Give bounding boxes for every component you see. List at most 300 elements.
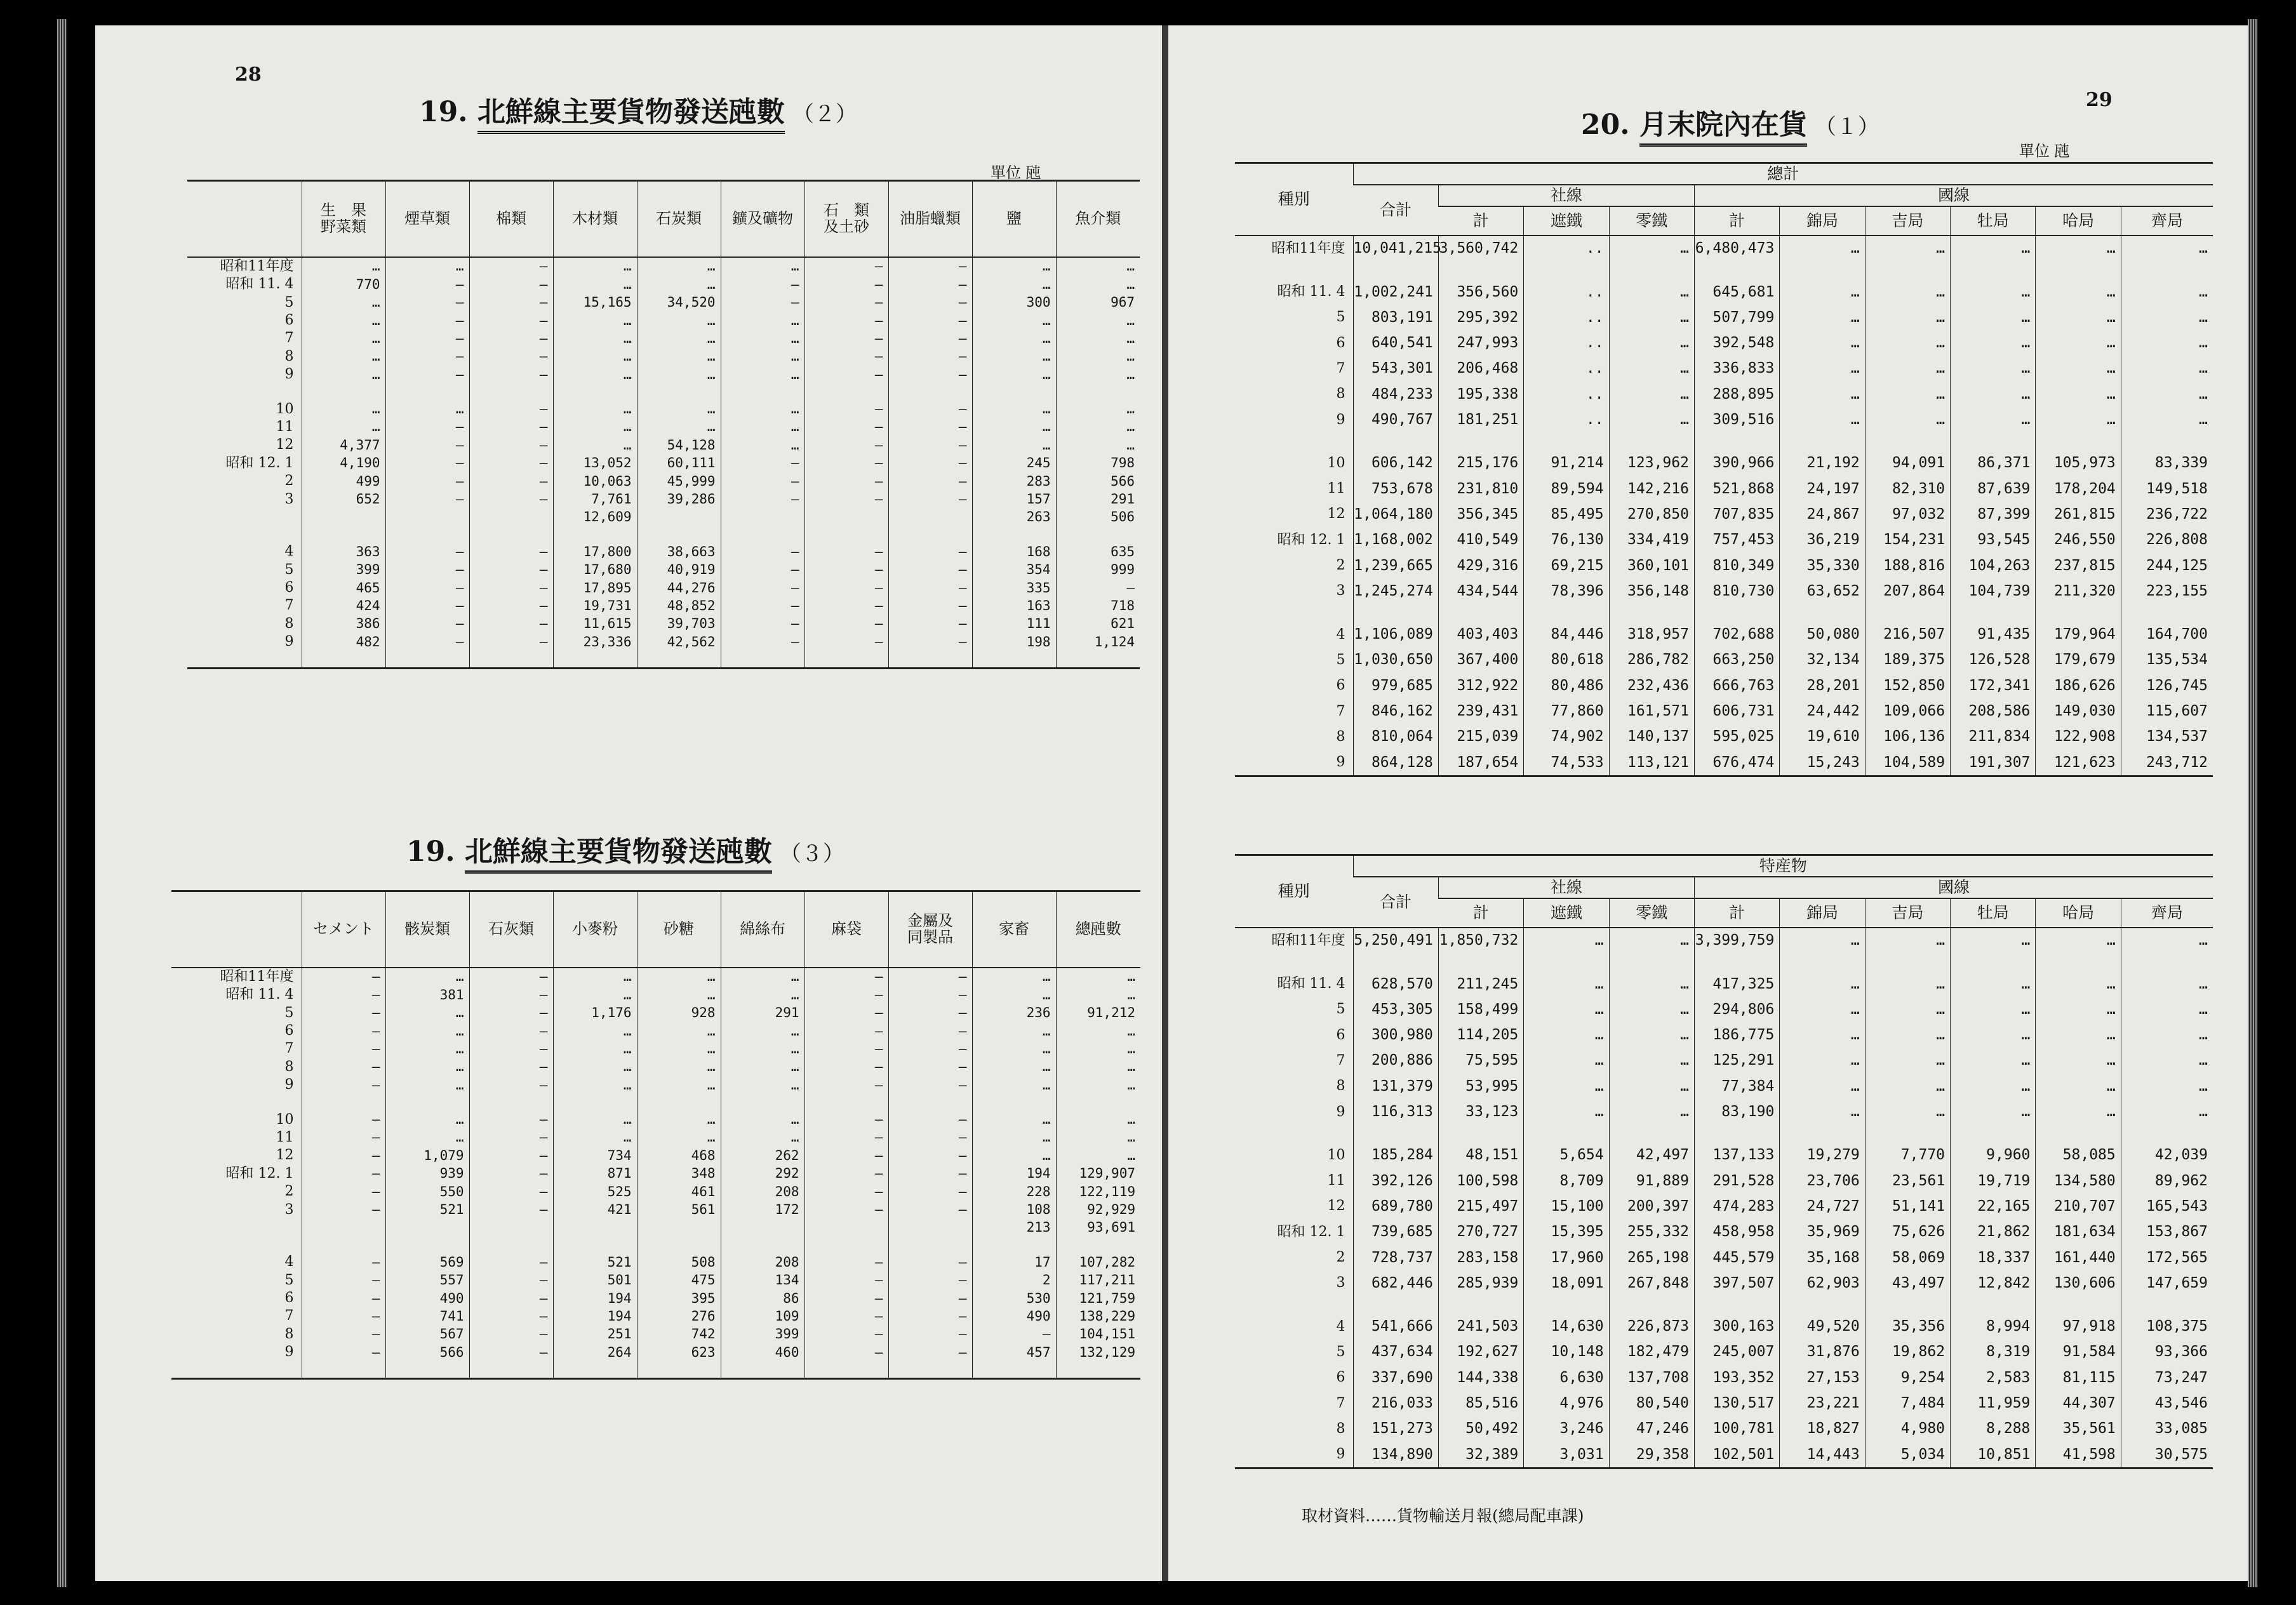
row-label: 6 <box>1336 1369 1345 1386</box>
data-cell: … <box>1609 382 1694 407</box>
data-cell: 154,231 <box>1865 527 1950 552</box>
data-cell: … <box>1524 1022 1609 1048</box>
data-cell: 35,168 <box>1780 1245 1865 1270</box>
data-cell: 23,706 <box>1780 1168 1865 1194</box>
data-cell: 300 <box>972 293 1056 311</box>
data-cell: 663,250 <box>1694 648 1779 673</box>
data-cell: 187,654 <box>1438 750 1523 776</box>
data-cell: 728,737 <box>1353 1245 1438 1270</box>
data-cell: — <box>888 1040 972 1058</box>
data-cell: — <box>469 1271 553 1289</box>
data-cell: 595,025 <box>1694 724 1779 750</box>
data-cell: — <box>804 400 888 418</box>
data-cell: — <box>302 1183 385 1201</box>
data-cell: … <box>1609 305 1694 330</box>
row-label: 昭和 11. 4 <box>1277 284 1345 300</box>
table-row <box>187 633 1140 651</box>
data-cell <box>637 509 721 526</box>
data-cell: .. <box>1524 382 1609 407</box>
table-row <box>1235 279 2213 305</box>
data-cell: 42,497 <box>1609 1143 1694 1168</box>
total-header: 合計 <box>1353 185 1438 236</box>
data-cell: — <box>469 543 553 561</box>
table-row <box>171 1201 1140 1218</box>
data-cell: … <box>1609 1099 1694 1124</box>
data-cell: 23,336 <box>553 633 637 651</box>
data-cell: — <box>302 1307 385 1325</box>
data-cell: — <box>469 1326 553 1343</box>
data-cell: 164,700 <box>2121 622 2213 647</box>
data-cell: 8,709 <box>1524 1168 1609 1194</box>
table-row <box>1235 407 2213 432</box>
data-cell: … <box>1056 1058 1140 1076</box>
row-label: 4 <box>284 1254 294 1270</box>
data-cell: … <box>637 257 721 276</box>
data-cell: 356,560 <box>1438 279 1523 305</box>
table-row <box>187 490 1140 508</box>
data-cell: … <box>972 312 1056 330</box>
data-cell: … <box>1056 1129 1140 1147</box>
table-row <box>187 276 1140 293</box>
data-cell: … <box>2121 1048 2213 1074</box>
data-cell: 80,618 <box>1524 648 1609 673</box>
data-cell: … <box>1865 407 1950 432</box>
data-cell: … <box>2036 1099 2121 1124</box>
data-cell: 18,091 <box>1524 1270 1609 1296</box>
data-cell: — <box>888 986 972 1004</box>
data-cell: … <box>553 418 637 436</box>
column-header: 齊局 <box>2121 898 2213 928</box>
subgroup-header-koku: 國線 <box>1694 877 2213 898</box>
data-cell: … <box>972 330 1056 347</box>
row-label: 9 <box>284 1344 294 1361</box>
table-row <box>187 615 1140 633</box>
data-cell: … <box>637 347 721 365</box>
data-cell: — <box>888 1271 972 1289</box>
data-cell: 354 <box>972 561 1056 578</box>
row-label: 12 <box>1327 1198 1345 1215</box>
data-cell: 35,969 <box>1780 1219 1865 1244</box>
data-cell: … <box>972 1129 1056 1147</box>
data-cell: … <box>302 347 385 365</box>
data-cell: 569 <box>385 1253 469 1271</box>
data-cell: .. <box>1524 279 1609 305</box>
page-edge-right <box>2248 19 2258 1587</box>
data-cell: 521 <box>553 1253 637 1271</box>
data-cell: … <box>637 1076 721 1094</box>
data-cell: — <box>469 597 553 615</box>
data-cell: 115,607 <box>2121 698 2213 724</box>
data-cell: … <box>385 1076 469 1094</box>
data-cell: 530 <box>972 1289 1056 1307</box>
data-cell: 458,958 <box>1694 1219 1779 1244</box>
data-cell: 80,540 <box>1609 1390 1694 1416</box>
data-cell: 33,085 <box>2121 1416 2213 1442</box>
data-cell: 14,630 <box>1524 1314 1609 1339</box>
data-cell: 69,215 <box>1524 553 1609 578</box>
data-cell: … <box>1524 1074 1609 1099</box>
data-cell: — <box>385 454 469 472</box>
data-cell: 23,561 <box>1865 1168 1950 1194</box>
data-cell: 77,860 <box>1524 698 1609 724</box>
data-cell: … <box>1056 436 1140 454</box>
table-row <box>171 986 1140 1004</box>
row-label: 昭和 12. 1 <box>225 1165 294 1182</box>
data-cell: … <box>385 1058 469 1076</box>
data-cell: 172,341 <box>1951 673 2036 698</box>
data-cell: 928 <box>637 1004 721 1022</box>
data-cell: … <box>553 1129 637 1147</box>
data-cell: 19,719 <box>1951 1168 2036 1194</box>
data-cell: … <box>1609 236 1694 262</box>
table-row <box>1235 1365 2213 1390</box>
data-cell: … <box>1524 971 1609 997</box>
table-row <box>1235 1390 2213 1416</box>
data-cell: — <box>469 330 553 347</box>
row-label: 7 <box>284 1308 294 1324</box>
data-cell: — <box>385 293 469 311</box>
data-cell: — <box>804 1307 888 1325</box>
column-header: 鑛及礦物 <box>721 181 804 257</box>
data-cell: … <box>1865 1048 1950 1074</box>
data-cell: 157 <box>972 490 1056 508</box>
table-row <box>187 312 1140 330</box>
data-cell: 11,959 <box>1951 1390 2036 1416</box>
data-cell: 243,712 <box>2121 750 2213 776</box>
row-label: 11 <box>276 1129 294 1145</box>
table-row <box>1235 724 2213 750</box>
data-cell: 92,929 <box>1056 1201 1140 1218</box>
data-cell: — <box>888 1253 972 1271</box>
table-row <box>1235 476 2213 502</box>
data-cell: 44,276 <box>637 579 721 597</box>
data-cell: 979,685 <box>1353 673 1438 698</box>
data-cell: — <box>888 1058 972 1076</box>
data-cell: — <box>804 1183 888 1201</box>
data-cell: — <box>804 1058 888 1076</box>
data-cell: … <box>2121 1099 2213 1124</box>
data-cell: … <box>721 1076 804 1094</box>
row-label: 11 <box>1327 481 1345 497</box>
data-cell: 129,907 <box>1056 1164 1140 1182</box>
data-cell: … <box>1780 330 1865 356</box>
table-20-1-unit: 單位 瓲 <box>2019 142 2070 160</box>
data-cell: 152,850 <box>1865 673 1950 698</box>
data-cell: — <box>721 633 804 651</box>
column-header: 遮鐵 <box>1524 206 1609 236</box>
table-19-2-suffix: （２） <box>792 102 857 127</box>
data-cell: — <box>888 1129 972 1147</box>
data-cell: … <box>972 1110 1056 1128</box>
data-cell: … <box>553 986 637 1004</box>
data-cell: 208 <box>721 1253 804 1271</box>
table-19-2-title <box>419 89 857 130</box>
data-cell: 93,691 <box>1056 1219 1140 1237</box>
data-cell: — <box>804 472 888 490</box>
data-cell: 83,339 <box>2121 451 2213 476</box>
stub-header: 種別 <box>1235 163 1353 236</box>
row-label: 3 <box>284 491 294 507</box>
data-cell: — <box>469 1129 553 1147</box>
data-cell: 49,520 <box>1780 1314 1865 1339</box>
data-cell: 276 <box>637 1307 721 1325</box>
page-edge-left <box>57 19 67 1587</box>
column-header: 計 <box>1694 898 1779 928</box>
data-cell: … <box>1780 279 1865 305</box>
data-cell: — <box>804 1271 888 1289</box>
subgroup-header-koku: 國線 <box>1694 185 2213 206</box>
data-cell: … <box>1865 330 1950 356</box>
data-cell: … <box>972 1058 1056 1076</box>
data-cell: 561 <box>637 1201 721 1218</box>
data-cell: 236 <box>972 1004 1056 1022</box>
data-cell: 356,148 <box>1609 578 1694 604</box>
left-page <box>95 25 1162 1581</box>
data-cell: 39,703 <box>637 615 721 633</box>
table-row <box>1235 698 2213 724</box>
table-row <box>1235 527 2213 552</box>
data-cell: 424 <box>302 597 385 615</box>
data-cell: 35,356 <box>1865 1314 1950 1339</box>
data-cell: 4,190 <box>302 454 385 472</box>
data-cell: — <box>804 276 888 293</box>
data-cell: … <box>1951 356 2036 382</box>
data-cell: … <box>1951 382 2036 407</box>
data-cell: 15,243 <box>1780 750 1865 776</box>
row-label: 5 <box>1336 651 1345 668</box>
data-cell: … <box>721 347 804 365</box>
column-header: 生 果 野菜類 <box>302 181 385 257</box>
data-cell <box>469 1219 553 1237</box>
table-19-2-title-text: 北鮮線主要貨物發送瓲數 <box>477 96 785 134</box>
data-cell: 8,319 <box>1951 1340 2036 1365</box>
data-cell: … <box>1609 1022 1694 1048</box>
data-cell <box>804 509 888 526</box>
data-cell: — <box>302 968 385 986</box>
data-cell: 267,848 <box>1609 1270 1694 1296</box>
data-cell: … <box>1780 928 1865 954</box>
data-cell: 182,479 <box>1609 1340 1694 1365</box>
data-cell: 63,652 <box>1780 578 1865 604</box>
data-cell: 181,251 <box>1438 407 1523 432</box>
data-cell: — <box>804 347 888 365</box>
data-cell: … <box>1780 356 1865 382</box>
data-cell: … <box>2036 928 2121 954</box>
data-cell: 142,216 <box>1609 476 1694 502</box>
data-cell: — <box>804 1201 888 1218</box>
data-cell: 228 <box>972 1183 1056 1201</box>
data-cell: … <box>721 1040 804 1058</box>
data-cell: 114,205 <box>1438 1022 1523 1048</box>
row-label: 12 <box>276 1147 294 1164</box>
data-cell: … <box>637 968 721 986</box>
data-cell: 216,507 <box>1865 622 1950 647</box>
data-cell: 367,400 <box>1438 648 1523 673</box>
data-cell: 270,850 <box>1609 502 1694 527</box>
data-cell: 8,994 <box>1951 1314 2036 1339</box>
data-cell: — <box>302 1110 385 1128</box>
stub-header <box>171 891 302 968</box>
row-label: 昭和11年度 <box>1271 932 1345 949</box>
data-cell: — <box>804 1076 888 1094</box>
data-cell: 264 <box>553 1343 637 1361</box>
data-cell: 24,727 <box>1780 1194 1865 1219</box>
data-cell: 106,136 <box>1865 724 1950 750</box>
data-cell: … <box>1865 971 1950 997</box>
data-cell: — <box>469 1004 553 1022</box>
data-cell: 541,666 <box>1353 1314 1438 1339</box>
table-row <box>187 366 1140 383</box>
column-header: 齊局 <box>2121 206 2213 236</box>
data-cell: — <box>469 293 553 311</box>
table-row <box>1235 1048 2213 1074</box>
data-cell: … <box>2121 407 2213 432</box>
data-cell: — <box>721 615 804 633</box>
row-label: 11 <box>276 418 294 435</box>
data-cell: 21,192 <box>1780 451 1865 476</box>
data-cell: — <box>385 597 469 615</box>
data-cell: — <box>888 615 972 633</box>
data-cell: — <box>888 276 972 293</box>
column-header: 棉類 <box>469 181 553 257</box>
table-row <box>171 1326 1140 1343</box>
data-cell: … <box>721 436 804 454</box>
data-cell: 81,115 <box>2036 1365 2121 1390</box>
data-cell: 628,570 <box>1353 971 1438 997</box>
row-label: 2 <box>284 473 294 489</box>
data-cell: … <box>721 330 804 347</box>
data-cell: … <box>721 257 804 276</box>
data-cell: … <box>553 257 637 276</box>
data-cell: 360,101 <box>1609 553 1694 578</box>
data-cell: 1,168,002 <box>1353 527 1438 552</box>
column-header: 小麥粉 <box>553 891 637 968</box>
data-cell: 739,685 <box>1353 1219 1438 1244</box>
data-cell: 32,134 <box>1780 648 1865 673</box>
data-cell: — <box>888 1164 972 1182</box>
data-cell: 135,534 <box>2121 648 2213 673</box>
data-cell: — <box>385 418 469 436</box>
column-header: 錦局 <box>1780 898 1865 928</box>
data-cell: — <box>721 472 804 490</box>
data-cell: 191,307 <box>1951 750 2036 776</box>
data-cell: 521 <box>385 1201 469 1218</box>
data-cell: 237,815 <box>2036 553 2121 578</box>
table-row <box>171 1004 1140 1022</box>
data-cell: — <box>804 1040 888 1058</box>
data-cell: 82,310 <box>1865 476 1950 502</box>
data-cell: 399 <box>302 561 385 578</box>
data-cell: 132,129 <box>1056 1343 1140 1361</box>
column-header: 金屬及 同製品 <box>888 891 972 968</box>
data-cell: 392,548 <box>1694 330 1779 356</box>
column-header: 零鐵 <box>1609 206 1694 236</box>
data-cell: — <box>302 1147 385 1164</box>
data-cell: — <box>804 543 888 561</box>
data-cell <box>553 1219 637 1237</box>
data-cell: — <box>888 400 972 418</box>
row-label: 7 <box>284 597 294 614</box>
data-cell: 475 <box>637 1271 721 1289</box>
data-cell: 100,598 <box>1438 1168 1523 1194</box>
data-cell: — <box>469 418 553 436</box>
data-cell: — <box>804 968 888 986</box>
data-cell: — <box>804 366 888 383</box>
data-cell: 35,561 <box>2036 1416 2121 1442</box>
data-cell: … <box>2121 236 2213 262</box>
row-label: 昭和 12. 1 <box>225 455 294 471</box>
data-cell: 126,745 <box>2121 673 2213 698</box>
data-cell: 999 <box>1056 561 1140 578</box>
data-cell <box>302 1219 385 1237</box>
row-label: 8 <box>284 1058 294 1075</box>
data-cell: 108,375 <box>2121 1314 2213 1339</box>
table-row <box>171 1129 1140 1147</box>
row-label: 6 <box>284 1022 294 1039</box>
data-cell: … <box>385 1129 469 1147</box>
data-cell: 474,283 <box>1694 1194 1779 1219</box>
data-cell: 10,148 <box>1524 1340 1609 1365</box>
data-cell: … <box>385 400 469 418</box>
data-cell: 28,201 <box>1780 673 1865 698</box>
table-row <box>1235 502 2213 527</box>
data-cell: 17,895 <box>553 579 637 597</box>
data-cell: 125,291 <box>1694 1048 1779 1074</box>
data-cell: … <box>1524 997 1609 1022</box>
data-cell: — <box>721 579 804 597</box>
data-cell: 245 <box>972 454 1056 472</box>
data-cell <box>302 509 385 526</box>
data-cell: 14,443 <box>1780 1442 1865 1468</box>
data-cell: — <box>804 579 888 597</box>
data-cell: 7,770 <box>1865 1143 1950 1168</box>
data-cell: — <box>302 1004 385 1022</box>
table-row <box>187 436 1140 454</box>
table-row <box>187 561 1140 578</box>
row-label: 7 <box>1336 360 1345 376</box>
data-cell: … <box>721 1110 804 1128</box>
data-cell: — <box>721 276 804 293</box>
row-label: 6 <box>284 1290 294 1307</box>
data-cell: 89,594 <box>1524 476 1609 502</box>
row-label: 7 <box>284 1041 294 1057</box>
data-cell: 810,730 <box>1694 578 1779 604</box>
data-cell: 392,126 <box>1353 1168 1438 1194</box>
data-cell: — <box>888 561 972 578</box>
data-cell: 10,063 <box>553 472 637 490</box>
data-cell <box>888 1219 972 1237</box>
data-cell: 181,634 <box>2036 1219 2121 1244</box>
data-cell: — <box>469 436 553 454</box>
data-cell: 1,124 <box>1056 633 1140 651</box>
source-note: 取材資料……貨物輸送月報(總局配車課) <box>1302 1507 1584 1525</box>
data-cell: 27,153 <box>1780 1365 1865 1390</box>
group-header: 總計 <box>1353 163 2213 185</box>
data-cell: 208,586 <box>1951 698 2036 724</box>
row-label: 6 <box>284 312 294 328</box>
data-cell: 226,808 <box>2121 527 2213 552</box>
data-cell: 247,993 <box>1438 330 1523 356</box>
data-cell: 158,499 <box>1438 997 1523 1022</box>
column-header: 哈局 <box>2036 898 2121 928</box>
data-cell: … <box>1780 1022 1865 1048</box>
row-label: 昭和 11. 4 <box>225 987 294 1003</box>
data-cell: … <box>972 276 1056 293</box>
data-cell: 457 <box>972 1343 1056 1361</box>
data-cell: — <box>888 1343 972 1361</box>
data-cell <box>888 509 972 526</box>
data-cell: 24,442 <box>1780 698 1865 724</box>
